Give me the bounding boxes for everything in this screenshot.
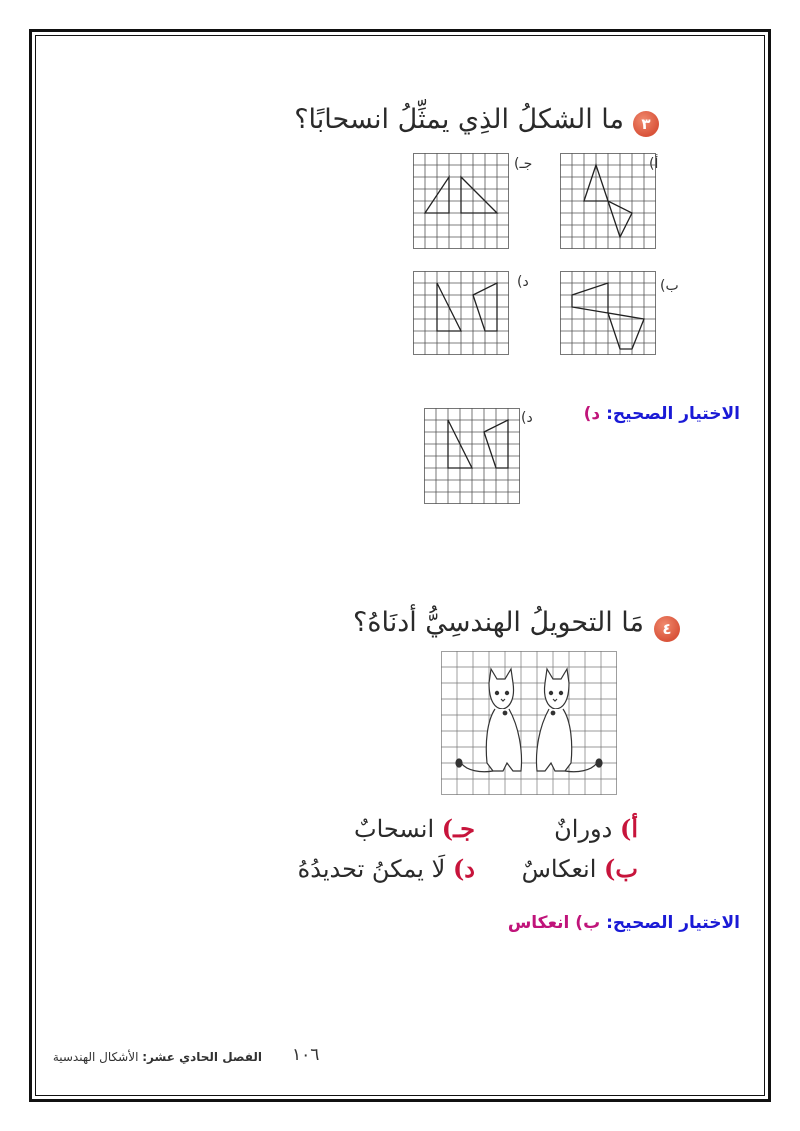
question-3-answer: الاختيار الصحيح: د) bbox=[583, 404, 740, 424]
option-a-label: أ) bbox=[649, 156, 659, 172]
question-4-answer: الاختيار الصحيح: ب) انعكاس bbox=[507, 913, 740, 933]
option-d-grid[interactable] bbox=[413, 271, 509, 355]
q4-option-d[interactable]: د) لَا يمكنُ تحديدُهُ bbox=[297, 854, 475, 883]
q4-option-a[interactable]: أ) دورانٌ bbox=[554, 814, 638, 843]
option-b-grid[interactable] bbox=[560, 271, 656, 355]
option-d-label: د) bbox=[517, 274, 529, 290]
answer-d-small-label: د) bbox=[521, 410, 533, 426]
question-3-text: ما الشكلُ الذِي يمثِّلُ انسحابًا؟ bbox=[294, 104, 624, 135]
answer-d-grid bbox=[424, 408, 520, 504]
option-c-label: جـ) bbox=[514, 156, 533, 172]
q4-option-b[interactable]: ب) انعكاسٌ bbox=[521, 854, 638, 883]
footer-chapter: الفصل الحادي عشر: الأشكال الهندسية bbox=[52, 1050, 262, 1064]
question-4-badge: ٤ bbox=[654, 616, 680, 642]
option-a-grid[interactable] bbox=[560, 153, 659, 249]
page-number: ١٠٦ bbox=[292, 1045, 320, 1065]
cats-reflection-grid bbox=[441, 651, 617, 795]
question-4-text: مَا التحويلُ الهندسِيُّ أدنَاهُ؟ bbox=[352, 607, 644, 638]
question-3-badge: ٣ bbox=[633, 111, 659, 137]
option-b-label: ب) bbox=[660, 278, 679, 294]
option-c-grid[interactable] bbox=[413, 153, 509, 249]
q4-option-c[interactable]: جـ) انسحابٌ bbox=[353, 814, 475, 843]
